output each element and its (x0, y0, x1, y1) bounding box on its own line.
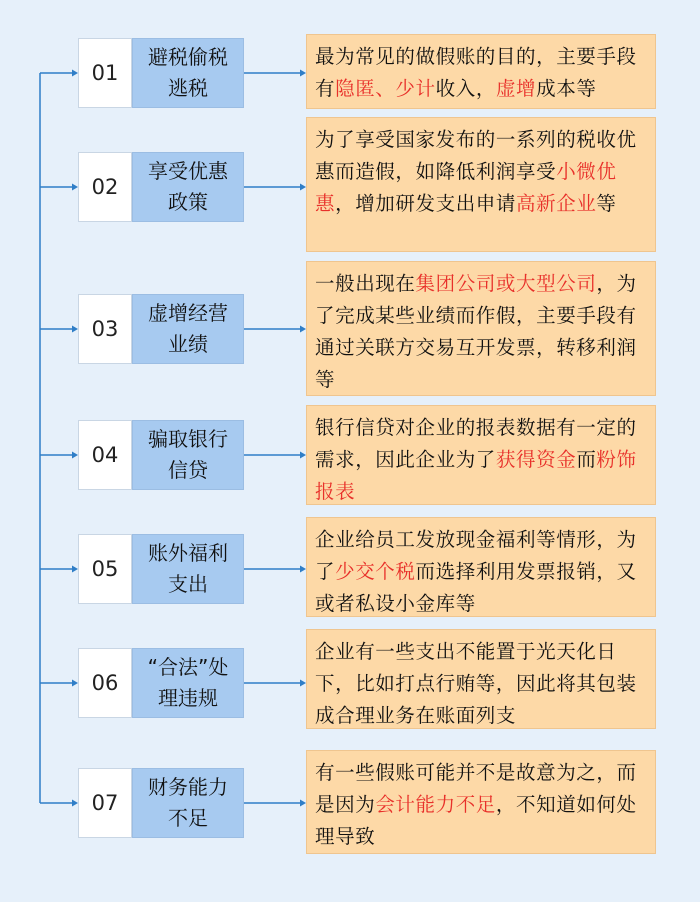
item-number: 06 (78, 648, 132, 718)
item-description (306, 34, 656, 109)
description-text: 最为常见的做假账的目的，主要手段有 (315, 45, 637, 100)
description-text: 企业给员工发放现金福利等情形，为了 (315, 528, 637, 583)
highlighted-text: 少交个税 (335, 560, 416, 583)
item-number: 04 (78, 420, 132, 490)
description-text: 一般出现在 (315, 272, 416, 295)
item-number: 05 (78, 534, 132, 604)
highlighted-text: 会计能力不足 (375, 793, 496, 816)
highlighted-text: 虚增 (495, 77, 537, 100)
description-text: 有一些假账可能并不是故意为之，而是因为 (315, 761, 637, 816)
item-description (306, 261, 656, 396)
description-text: 为了享受国家发布的一系列的税收优惠而造假，如降低利润享受 (315, 128, 637, 183)
description-text: ，为了完成某些业绩而作假，主要手段有通过关联方交易互开发票，转移利润等 (315, 272, 637, 391)
highlighted-text: 获得资金 (495, 448, 577, 471)
highlighted-text: 高新企业 (516, 192, 597, 215)
item-description (306, 629, 656, 729)
item-title: “合法”处 理违规 (132, 648, 244, 718)
item-title: 财务能力 不足 (132, 768, 244, 838)
item-title: 账外福利 支出 (132, 534, 244, 604)
item-number: 03 (78, 294, 132, 364)
description-text: 成本等 (536, 77, 597, 100)
item-title: 虚增经营 业绩 (132, 294, 244, 364)
description-text: 而 (576, 448, 597, 471)
description-text: 收入， (435, 77, 496, 100)
highlighted-text: 小微优惠 (315, 160, 617, 215)
description-text: 等 (596, 192, 617, 215)
item-description (306, 750, 656, 854)
description-text: 而选择利用发票报销，又或者私设小金库等 (315, 560, 637, 615)
highlighted-text: 集团公司或大型公司 (415, 272, 597, 295)
item-number: 07 (78, 768, 132, 838)
item-title: 避税偷税 逃税 (132, 38, 244, 108)
description-text: 企业有一些支出不能置于光天化日下，比如打点行贿等，因此将其包装成合理业务在账面列支 (315, 640, 637, 727)
item-number: 02 (78, 152, 132, 222)
highlighted-text: 粉饰报表 (315, 448, 637, 503)
item-description (306, 405, 656, 505)
description-text: ，不知道如何处理导致 (315, 793, 637, 848)
item-number: 01 (78, 38, 132, 108)
item-description (306, 517, 656, 617)
description-text: 银行信贷对企业的报表数据有一定的需求，因此企业为了 (315, 416, 637, 471)
item-title: 骗取银行 信贷 (132, 420, 244, 490)
item-description (306, 117, 656, 252)
item-title: 享受优惠 政策 (132, 152, 244, 222)
description-text: ，增加研发支出申请 (335, 192, 517, 215)
highlighted-text: 隐匿、少计 (335, 77, 436, 100)
